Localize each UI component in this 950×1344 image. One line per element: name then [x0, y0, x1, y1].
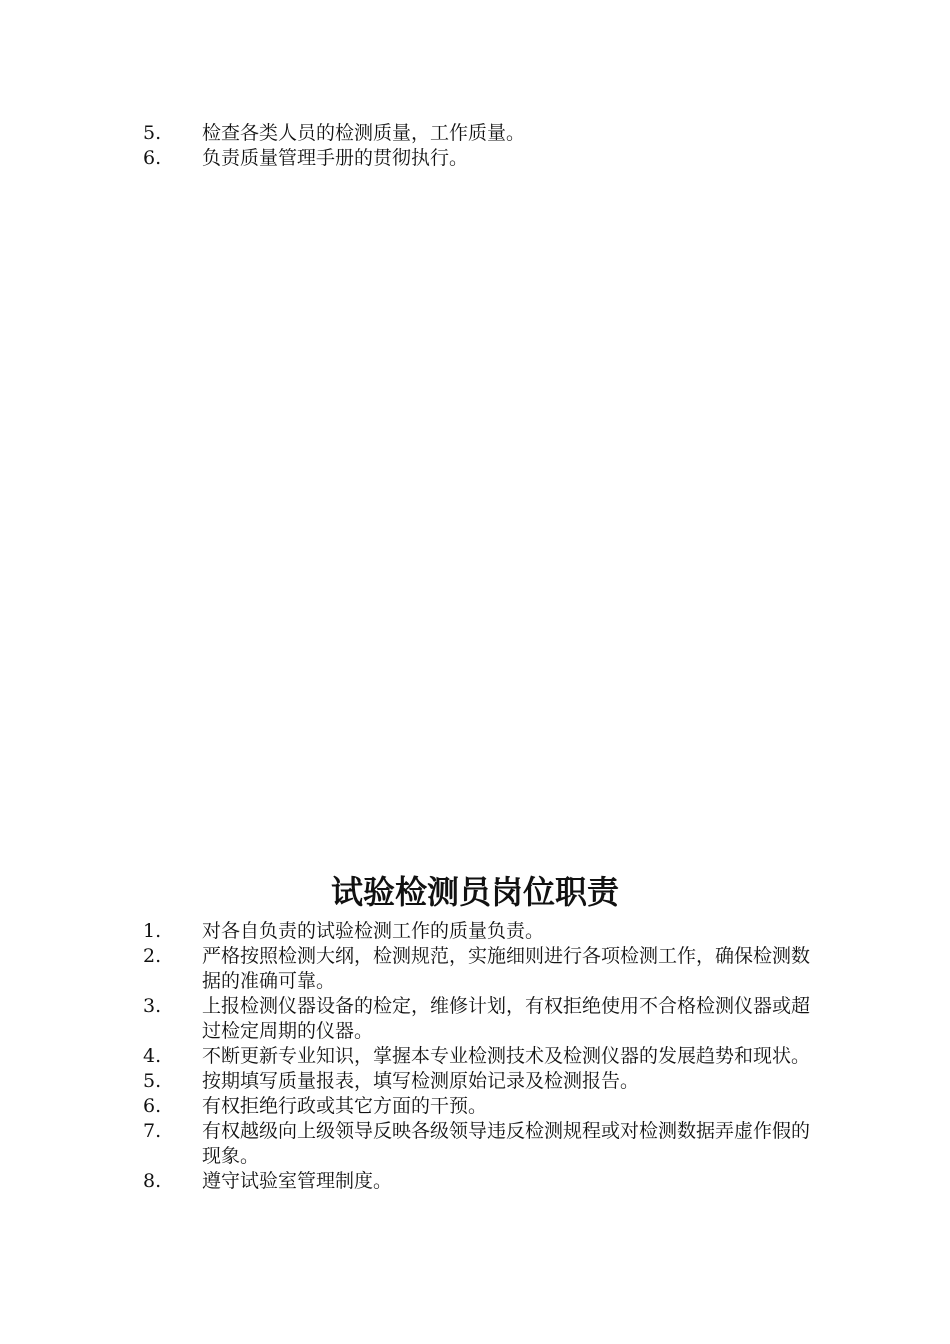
- item-text: 负责质量管理手册的贯彻执行。: [202, 147, 469, 169]
- list-item: [143, 1119, 815, 1169]
- item-text: 检查各类人员的检测质量，工作质量。: [202, 122, 526, 144]
- item-text: 严格按照检测大纲，检测规范，实施细则进行各项检测工作，确保检测数据的准确可靠。: [202, 945, 811, 992]
- previous-section-list: [143, 121, 815, 171]
- list-item: [143, 919, 815, 944]
- list-item: [143, 944, 815, 994]
- item-text: 上报检测仪器设备的检定，维修计划，有权拒绝使用不合格检测仪器或超过检定周期的仪器。: [202, 995, 811, 1042]
- item-number: 8.: [143, 1170, 162, 1192]
- list-item: [143, 121, 815, 146]
- item-number: 3.: [143, 995, 162, 1017]
- list-item: [143, 1069, 815, 1094]
- item-number: 1.: [143, 920, 162, 942]
- item-text: 有权拒绝行政或其它方面的干预。: [202, 1095, 488, 1117]
- duty-list: [143, 919, 815, 1194]
- list-item: [143, 1094, 815, 1119]
- item-number: 4.: [143, 1045, 162, 1067]
- list-item: [143, 1044, 815, 1069]
- item-text: 不断更新专业知识，掌握本专业检测技术及检测仪器的发展趋势和现状。: [202, 1045, 811, 1067]
- item-number: 6.: [143, 147, 162, 169]
- item-number: 6.: [143, 1095, 162, 1117]
- section-title: 试验检测员岗位职责: [330, 873, 619, 911]
- list-item: [143, 994, 815, 1044]
- item-number: 2.: [143, 945, 162, 967]
- list-item: [143, 146, 815, 171]
- item-text: 有权越级向上级领导反映各级领导违反检测规程或对检测数据弄虚作假的现象。: [202, 1120, 811, 1167]
- list-item: [143, 1169, 815, 1194]
- item-text: 遵守试验室管理制度。: [202, 1170, 393, 1192]
- item-text: 按期填写质量报表，填写检测原始记录及检测报告。: [202, 1070, 640, 1092]
- item-number: 7.: [143, 1120, 162, 1142]
- item-number: 5.: [143, 122, 162, 144]
- item-text: 对各自负责的试验检测工作的质量负责。: [202, 920, 545, 942]
- item-number: 5.: [143, 1070, 162, 1092]
